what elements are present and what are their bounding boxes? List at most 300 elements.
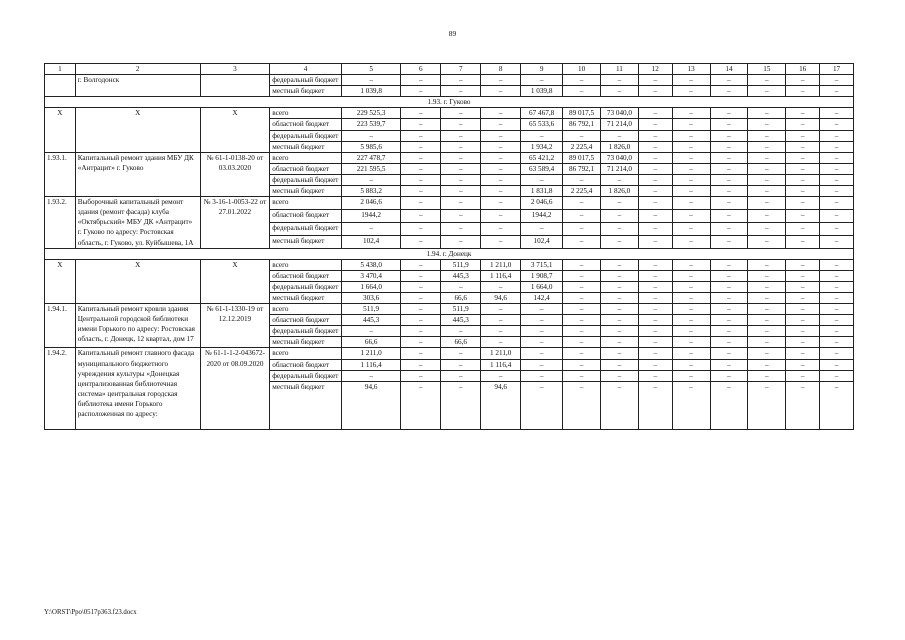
- table-cell: –: [563, 292, 601, 303]
- table-cell: –: [748, 75, 786, 86]
- table-cell: –: [401, 130, 441, 141]
- table-cell: –: [710, 315, 748, 326]
- table-cell: –: [481, 209, 521, 222]
- table-cell: –: [748, 174, 786, 185]
- table-cell: –: [601, 326, 639, 337]
- column-number-header: 11: [601, 64, 639, 75]
- table-cell: –: [521, 337, 563, 348]
- table-cell: –: [820, 281, 854, 292]
- table-row: [45, 348, 854, 359]
- table-row: [45, 259, 854, 270]
- table-cell: –: [710, 370, 748, 381]
- table-cell: –: [748, 235, 786, 248]
- table-row: [45, 197, 854, 210]
- table-cell: –: [601, 304, 639, 315]
- table-cell: –: [786, 75, 820, 86]
- funding-source: всего: [270, 152, 342, 163]
- table-cell: –: [786, 292, 820, 303]
- column-number-header: 15: [748, 64, 786, 75]
- table-cell: –: [748, 315, 786, 326]
- table-cell: –: [786, 359, 820, 370]
- table-cell: –: [786, 381, 820, 429]
- table-cell: –: [748, 130, 786, 141]
- table-cell: –: [521, 75, 563, 86]
- table-cell: –: [521, 130, 563, 141]
- table-cell: –: [710, 326, 748, 337]
- object-name: Х: [75, 108, 200, 152]
- column-number-header: 1: [45, 64, 76, 75]
- table-cell: –: [710, 304, 748, 315]
- funding-source: областной бюджет: [270, 359, 342, 370]
- table-cell: –: [341, 130, 400, 141]
- table-cell: –: [820, 359, 854, 370]
- table-cell: –: [638, 163, 672, 174]
- table-cell: 1 826,0: [601, 186, 639, 197]
- table-cell: –: [521, 326, 563, 337]
- table-cell: –: [672, 304, 710, 315]
- table-cell: –: [638, 292, 672, 303]
- table-cell: –: [441, 141, 481, 152]
- object-name: Выборочный капитальный ремонт здания (ремонт фасада) клуба «Октябрьский» МБУ ДК «Антрацит» г. Гуково по адресу: Ростовская область, г. Гуково, ул. Куйбышева, 1А: [75, 197, 200, 248]
- table-cell: 66,6: [341, 337, 400, 348]
- table-cell: –: [786, 348, 820, 359]
- table-cell: –: [638, 337, 672, 348]
- table-cell: –: [786, 281, 820, 292]
- table-cell: 2 046,6: [521, 197, 563, 210]
- table-cell: –: [441, 119, 481, 130]
- table-cell: 94,6: [481, 381, 521, 429]
- table-cell: –: [786, 174, 820, 185]
- funding-source: всего: [270, 304, 342, 315]
- table-cell: –: [441, 359, 481, 370]
- item-number: 1.94.1.: [45, 304, 76, 348]
- table-cell: –: [481, 370, 521, 381]
- table-cell: –: [820, 119, 854, 130]
- funding-source: местный бюджет: [270, 292, 342, 303]
- table-cell: –: [820, 141, 854, 152]
- table-cell: –: [638, 75, 672, 86]
- table-row: [45, 75, 854, 86]
- funding-source: всего: [270, 197, 342, 210]
- column-number-header: 14: [710, 64, 748, 75]
- table-cell: –: [441, 152, 481, 163]
- table-cell: –: [481, 75, 521, 86]
- table-cell: –: [441, 130, 481, 141]
- table-cell: 227 478,7: [341, 152, 400, 163]
- table-cell: –: [481, 326, 521, 337]
- table-cell: –: [638, 304, 672, 315]
- table-cell: 102,4: [341, 235, 400, 248]
- column-number-header: 13: [672, 64, 710, 75]
- table-cell: –: [563, 304, 601, 315]
- table-cell: –: [441, 174, 481, 185]
- table-cell: –: [786, 326, 820, 337]
- table-cell: –: [672, 315, 710, 326]
- table-cell: –: [601, 270, 639, 281]
- funding-source: местный бюджет: [270, 381, 342, 429]
- table-cell: 63 589,4: [521, 163, 563, 174]
- table-cell: –: [638, 130, 672, 141]
- table-cell: –: [521, 348, 563, 359]
- table-cell: [200, 75, 270, 97]
- table-cell: –: [401, 209, 441, 222]
- table-row: [45, 152, 854, 163]
- table-cell: [45, 75, 76, 97]
- table-cell: –: [638, 381, 672, 429]
- table-cell: –: [820, 130, 854, 141]
- table-cell: –: [748, 222, 786, 235]
- table-cell: –: [820, 186, 854, 197]
- funding-source: федеральный бюджет: [270, 222, 342, 235]
- table-cell: –: [748, 337, 786, 348]
- table-cell: 1 116,4: [341, 359, 400, 370]
- object-name: Х: [75, 259, 200, 303]
- table-cell: –: [786, 163, 820, 174]
- table-cell: –: [748, 163, 786, 174]
- table-cell: –: [748, 108, 786, 119]
- table-cell: –: [710, 281, 748, 292]
- table-cell: –: [672, 119, 710, 130]
- table-cell: –: [401, 304, 441, 315]
- table-cell: –: [601, 86, 639, 97]
- table-cell: –: [672, 370, 710, 381]
- table-cell: –: [786, 86, 820, 97]
- funding-source: всего: [270, 108, 342, 119]
- table-cell: –: [401, 186, 441, 197]
- table-cell: –: [563, 197, 601, 210]
- table-cell: –: [748, 370, 786, 381]
- table-cell: –: [638, 270, 672, 281]
- table-cell: –: [563, 86, 601, 97]
- table-cell: –: [341, 75, 400, 86]
- column-number-header: 7: [441, 64, 481, 75]
- funding-source: федеральный бюджет: [270, 326, 342, 337]
- table-cell: 5 985,6: [341, 141, 400, 152]
- table-cell: –: [481, 119, 521, 130]
- table-cell: –: [786, 370, 820, 381]
- table-row: [45, 304, 854, 315]
- table-cell: 71 214,0: [601, 163, 639, 174]
- table-cell: –: [401, 326, 441, 337]
- table-cell: 511,9: [441, 304, 481, 315]
- table-cell: –: [710, 292, 748, 303]
- table-cell: –: [710, 209, 748, 222]
- table-cell: 65 421,2: [521, 152, 563, 163]
- column-number-header: 10: [563, 64, 601, 75]
- table-cell: –: [710, 337, 748, 348]
- funding-source: областной бюджет: [270, 163, 342, 174]
- table-cell: 73 040,0: [601, 152, 639, 163]
- table-cell: –: [710, 348, 748, 359]
- table-cell: –: [521, 315, 563, 326]
- table-cell: –: [748, 259, 786, 270]
- table-cell: –: [401, 281, 441, 292]
- budget-table: [44, 63, 854, 430]
- table-cell: –: [601, 75, 639, 86]
- funding-source: всего: [270, 348, 342, 359]
- expertise-conclusion: Х: [200, 108, 270, 152]
- column-number-header: 12: [638, 64, 672, 75]
- table-cell: –: [601, 174, 639, 185]
- table-cell: –: [441, 381, 481, 429]
- section-heading-row: [45, 248, 854, 259]
- table-cell: –: [601, 197, 639, 210]
- table-cell: –: [441, 281, 481, 292]
- table-cell: 1 116,4: [481, 270, 521, 281]
- table-cell: –: [672, 270, 710, 281]
- table-cell: –: [786, 152, 820, 163]
- table-cell: –: [601, 348, 639, 359]
- table-cell: 1 039,8: [341, 86, 400, 97]
- table-cell: –: [481, 141, 521, 152]
- funding-source: областной бюджет: [270, 119, 342, 130]
- table-header-row: [45, 64, 854, 75]
- table-cell: –: [672, 141, 710, 152]
- table-cell: –: [710, 359, 748, 370]
- table-cell: –: [563, 259, 601, 270]
- table-cell: –: [672, 235, 710, 248]
- table-cell: –: [481, 130, 521, 141]
- table-cell: –: [748, 186, 786, 197]
- table-cell: –: [710, 259, 748, 270]
- table-cell: 511,9: [441, 259, 481, 270]
- table-cell: –: [481, 235, 521, 248]
- table-cell: –: [748, 326, 786, 337]
- table-cell: –: [748, 270, 786, 281]
- table-cell: 67 467,8: [521, 108, 563, 119]
- table-cell: –: [672, 326, 710, 337]
- table-cell: –: [710, 119, 748, 130]
- table-cell: 229 525,3: [341, 108, 400, 119]
- table-cell: 1 934,2: [521, 141, 563, 152]
- item-number: 1.93.2.: [45, 197, 76, 248]
- table-cell: –: [638, 359, 672, 370]
- table-cell: 303,6: [341, 292, 400, 303]
- item-number: 1.93.1.: [45, 152, 76, 196]
- table-cell: 2 225,4: [563, 141, 601, 152]
- table-cell: –: [710, 130, 748, 141]
- funding-source: местный бюджет: [270, 141, 342, 152]
- funding-source: федеральный бюджет: [270, 370, 342, 381]
- table-cell: –: [601, 359, 639, 370]
- table-cell: 66,6: [441, 292, 481, 303]
- table-cell: 1 039,8: [521, 86, 563, 97]
- table-cell: –: [401, 163, 441, 174]
- table-cell: –: [672, 359, 710, 370]
- column-number-header: 2: [75, 64, 200, 75]
- table-cell: –: [563, 381, 601, 429]
- table-cell: –: [710, 163, 748, 174]
- funding-source: федеральный бюджет: [270, 281, 342, 292]
- table-cell: –: [521, 381, 563, 429]
- table-cell: –: [521, 222, 563, 235]
- table-cell: –: [601, 381, 639, 429]
- table-cell: –: [341, 222, 400, 235]
- table-cell: –: [820, 315, 854, 326]
- table-cell: –: [710, 222, 748, 235]
- table-cell: –: [401, 174, 441, 185]
- table-cell: 1944,2: [341, 209, 400, 222]
- table-cell: 1 116,4: [481, 359, 521, 370]
- table-cell: –: [401, 381, 441, 429]
- table-cell: –: [481, 186, 521, 197]
- funding-source: областной бюджет: [270, 270, 342, 281]
- table-cell: –: [401, 235, 441, 248]
- table-cell: –: [441, 348, 481, 359]
- table-cell: –: [481, 86, 521, 97]
- table-cell: –: [748, 152, 786, 163]
- table-cell: 1 211,0: [341, 348, 400, 359]
- table-cell: –: [401, 348, 441, 359]
- table-cell: –: [786, 119, 820, 130]
- table-cell: –: [820, 174, 854, 185]
- table-cell: –: [748, 86, 786, 97]
- table-cell: –: [820, 326, 854, 337]
- table-cell: –: [820, 209, 854, 222]
- table-cell: 89 017,5: [563, 152, 601, 163]
- table-cell: –: [563, 235, 601, 248]
- table-cell: –: [672, 75, 710, 86]
- column-number-header: 3: [200, 64, 270, 75]
- item-number: 1.94.2.: [45, 348, 76, 429]
- table-cell: –: [710, 235, 748, 248]
- table-cell: 1 908,7: [521, 270, 563, 281]
- table-cell: –: [401, 119, 441, 130]
- object-name: Капитальный ремонт здания МБУ ДК «Антрацит» г. Гуково: [75, 152, 200, 196]
- table-cell: –: [638, 209, 672, 222]
- table-cell: –: [601, 370, 639, 381]
- table-cell: –: [748, 209, 786, 222]
- table-cell: –: [820, 381, 854, 429]
- table-cell: –: [481, 304, 521, 315]
- table-cell: –: [786, 130, 820, 141]
- expertise-conclusion: № 3-16-1-0053-22 от 27.01.2022: [200, 197, 270, 248]
- table-cell: –: [710, 197, 748, 210]
- table-cell: –: [672, 130, 710, 141]
- table-cell: –: [401, 75, 441, 86]
- table-cell: –: [820, 197, 854, 210]
- table-cell: –: [638, 141, 672, 152]
- table-cell: –: [820, 292, 854, 303]
- table-cell: –: [786, 222, 820, 235]
- table-cell: –: [401, 270, 441, 281]
- table-cell: –: [820, 75, 854, 86]
- object-name: г. Волгодонск: [75, 75, 200, 97]
- table-cell: –: [401, 292, 441, 303]
- table-cell: –: [638, 174, 672, 185]
- table-cell: –: [601, 259, 639, 270]
- table-cell: –: [786, 270, 820, 281]
- table-cell: –: [786, 304, 820, 315]
- table-cell: –: [481, 337, 521, 348]
- table-cell: –: [638, 326, 672, 337]
- table-cell: –: [786, 141, 820, 152]
- table-cell: –: [638, 222, 672, 235]
- table-cell: 1 664,0: [341, 281, 400, 292]
- table-cell: –: [563, 209, 601, 222]
- object-name: Капитальный ремонт главного фасада муниципального бюджетного учреждения культуры «Донецкая централизованная библиотечная система» центральная городская библиотека имени Горького расположенная по адресу:: [75, 348, 200, 429]
- funding-source: областной бюджет: [270, 315, 342, 326]
- table-cell: –: [672, 197, 710, 210]
- table-cell: 71 214,0: [601, 119, 639, 130]
- table-cell: –: [441, 75, 481, 86]
- table-cell: 102,4: [521, 235, 563, 248]
- table-cell: –: [521, 174, 563, 185]
- table-cell: 221 595,5: [341, 163, 400, 174]
- table-cell: –: [672, 209, 710, 222]
- table-cell: –: [401, 152, 441, 163]
- table-cell: 3 470,4: [341, 270, 400, 281]
- table-cell: –: [672, 259, 710, 270]
- table-cell: –: [563, 130, 601, 141]
- table-cell: –: [672, 108, 710, 119]
- table-cell: –: [401, 222, 441, 235]
- table-cell: 73 040,0: [601, 108, 639, 119]
- table-cell: –: [481, 222, 521, 235]
- column-number-header: 4: [270, 64, 342, 75]
- table-cell: –: [672, 348, 710, 359]
- table-cell: –: [638, 86, 672, 97]
- table-cell: –: [638, 186, 672, 197]
- table-cell: –: [601, 222, 639, 235]
- table-cell: –: [820, 222, 854, 235]
- table-cell: –: [820, 348, 854, 359]
- table-cell: –: [401, 108, 441, 119]
- table-cell: 1 831,8: [521, 186, 563, 197]
- table-cell: –: [481, 163, 521, 174]
- table-cell: –: [638, 108, 672, 119]
- table-cell: 94,6: [341, 381, 400, 429]
- column-number-header: 9: [521, 64, 563, 75]
- table-cell: 65 533,6: [521, 119, 563, 130]
- table-cell: –: [672, 174, 710, 185]
- table-cell: –: [786, 197, 820, 210]
- table-cell: 142,4: [521, 292, 563, 303]
- table-cell: 1 664,0: [521, 281, 563, 292]
- table-cell: 1944,2: [521, 209, 563, 222]
- table-cell: –: [820, 163, 854, 174]
- table-cell: –: [601, 209, 639, 222]
- table-cell: –: [820, 259, 854, 270]
- table-cell: –: [441, 326, 481, 337]
- table-cell: –: [786, 209, 820, 222]
- column-number-header: 6: [401, 64, 441, 75]
- table-cell: –: [441, 370, 481, 381]
- column-number-header: 16: [786, 64, 820, 75]
- table-cell: –: [563, 348, 601, 359]
- table-cell: –: [481, 197, 521, 210]
- table-cell: 3 715,1: [521, 259, 563, 270]
- table-cell: –: [748, 119, 786, 130]
- table-cell: –: [638, 281, 672, 292]
- page-number: 89: [448, 29, 457, 38]
- table-cell: –: [672, 152, 710, 163]
- column-number-header: 17: [820, 64, 854, 75]
- table-cell: –: [601, 281, 639, 292]
- table-cell: –: [441, 108, 481, 119]
- table-cell: –: [441, 197, 481, 210]
- table-cell: –: [710, 152, 748, 163]
- table-cell: 445,3: [341, 315, 400, 326]
- table-cell: –: [341, 326, 400, 337]
- table-cell: –: [820, 152, 854, 163]
- table-cell: –: [441, 235, 481, 248]
- table-cell: –: [786, 235, 820, 248]
- funding-source: всего: [270, 259, 342, 270]
- column-number-header: 8: [481, 64, 521, 75]
- table-cell: 1 826,0: [601, 141, 639, 152]
- table-cell: –: [401, 337, 441, 348]
